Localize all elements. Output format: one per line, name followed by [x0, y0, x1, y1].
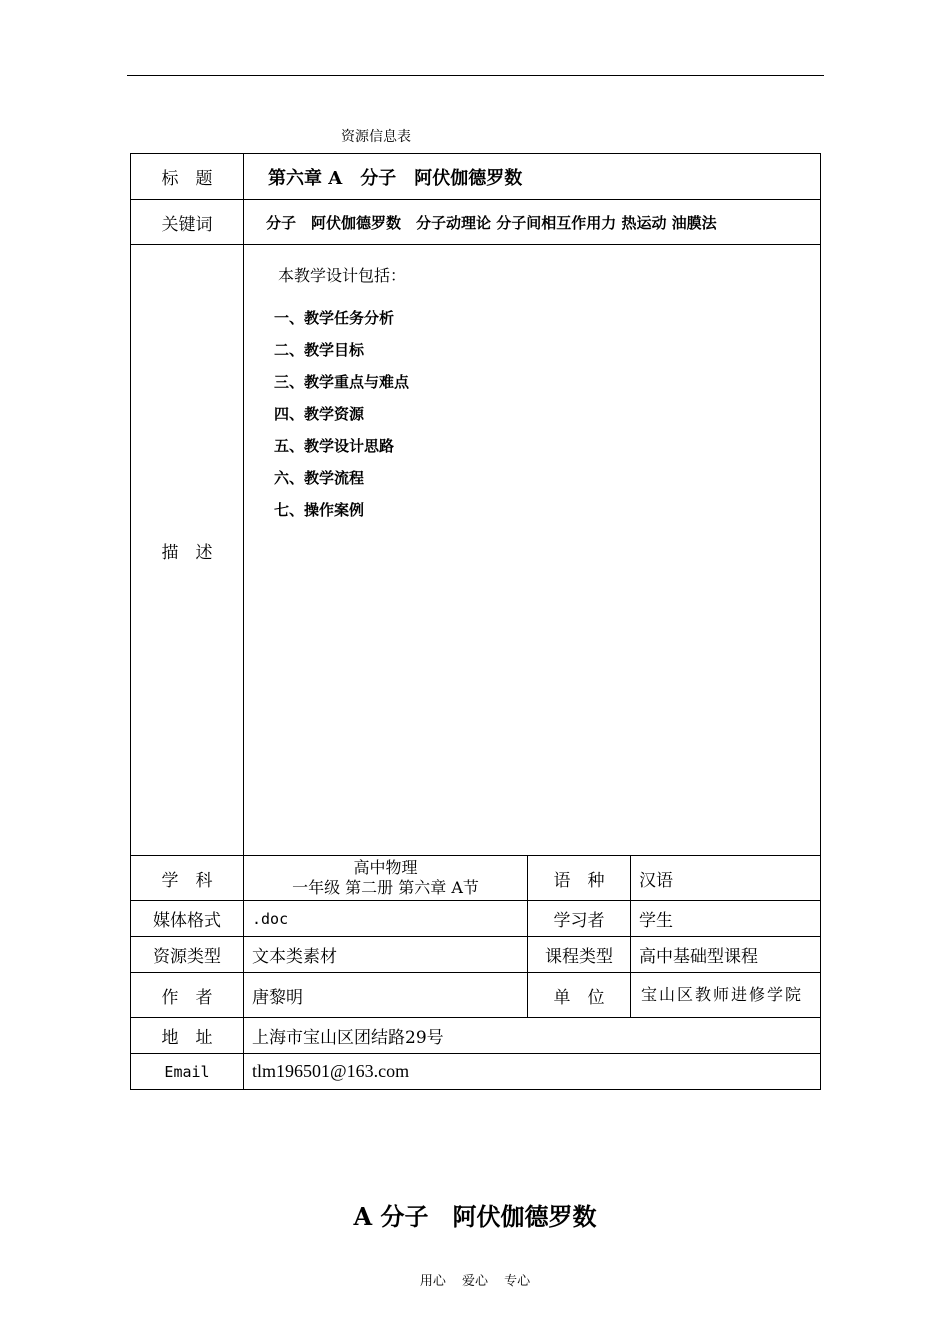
media-label: 媒体格式: [131, 901, 244, 937]
table-caption: 资源信息表: [341, 129, 411, 145]
learner-label: 学习者: [528, 901, 631, 937]
address-label: 地 址: [131, 1018, 244, 1054]
row-email: [131, 1054, 821, 1090]
row-author: [131, 973, 821, 1018]
subject-value: [244, 856, 528, 901]
row-resource-type: [131, 937, 821, 973]
description-value: [244, 245, 821, 856]
resource-type-label: 资源类型: [131, 937, 244, 973]
description-label: 描 述: [131, 245, 244, 856]
row-subject: [131, 856, 821, 901]
row-description: [131, 245, 821, 856]
list-item: 六、教学流程: [274, 469, 365, 487]
unit-label: 单 位: [528, 973, 631, 1018]
description-intro: 本教学设计包括：: [278, 266, 407, 285]
row-keywords: [131, 200, 821, 245]
subject-value-line2: 一年级 第二册 第六章 A节: [292, 878, 479, 897]
email-label: Email: [131, 1054, 244, 1090]
row-media: [131, 901, 821, 937]
author-label: 作 者: [131, 973, 244, 1018]
media-value: .doc: [244, 901, 528, 937]
title-value: 第六章 A 分子 阿伏伽德罗数: [244, 154, 821, 200]
list-item: 一、教学任务分析: [274, 309, 395, 327]
row-title: [131, 154, 821, 200]
list-item: 七、操作案例: [274, 501, 365, 519]
email-value: tlm196501@163.com: [244, 1054, 821, 1090]
language-value: 汉语: [631, 856, 821, 901]
unit-value: 宝山区教师进修学院: [631, 973, 821, 1018]
subject-label: 学 科: [131, 856, 244, 901]
title-label: 标 题: [131, 154, 244, 200]
keywords-value: 分子 阿伏伽德罗数 分子动理论 分子间相互作用力 热运动 油膜法: [244, 200, 821, 245]
row-address: [131, 1018, 821, 1054]
address-value: 上海市宝山区团结路29号: [244, 1018, 821, 1054]
list-item: 二、教学目标: [274, 341, 365, 359]
list-item: 五、教学设计思路: [274, 437, 395, 455]
resource-type-value: 文本类素材: [244, 937, 528, 973]
language-label: 语 种: [528, 856, 631, 901]
learner-value: 学生: [631, 901, 821, 937]
resource-info-table: [130, 153, 821, 1090]
subject-value-line1: 高中物理: [353, 858, 418, 877]
page-footer: 用心 爱心 专心: [419, 1274, 531, 1289]
course-type-value: 高中基础型课程: [631, 937, 821, 973]
course-type-label: 课程类型: [528, 937, 631, 973]
description-list: [274, 308, 820, 532]
header-rule: [127, 75, 824, 76]
author-value: 唐黎明: [244, 973, 528, 1018]
list-item: 三、教学重点与难点: [274, 373, 410, 391]
keywords-label: 关键词: [131, 200, 244, 245]
list-item: 四、教学资源: [274, 405, 365, 423]
section-heading: A 分子 阿伏伽德罗数: [353, 1202, 597, 1231]
